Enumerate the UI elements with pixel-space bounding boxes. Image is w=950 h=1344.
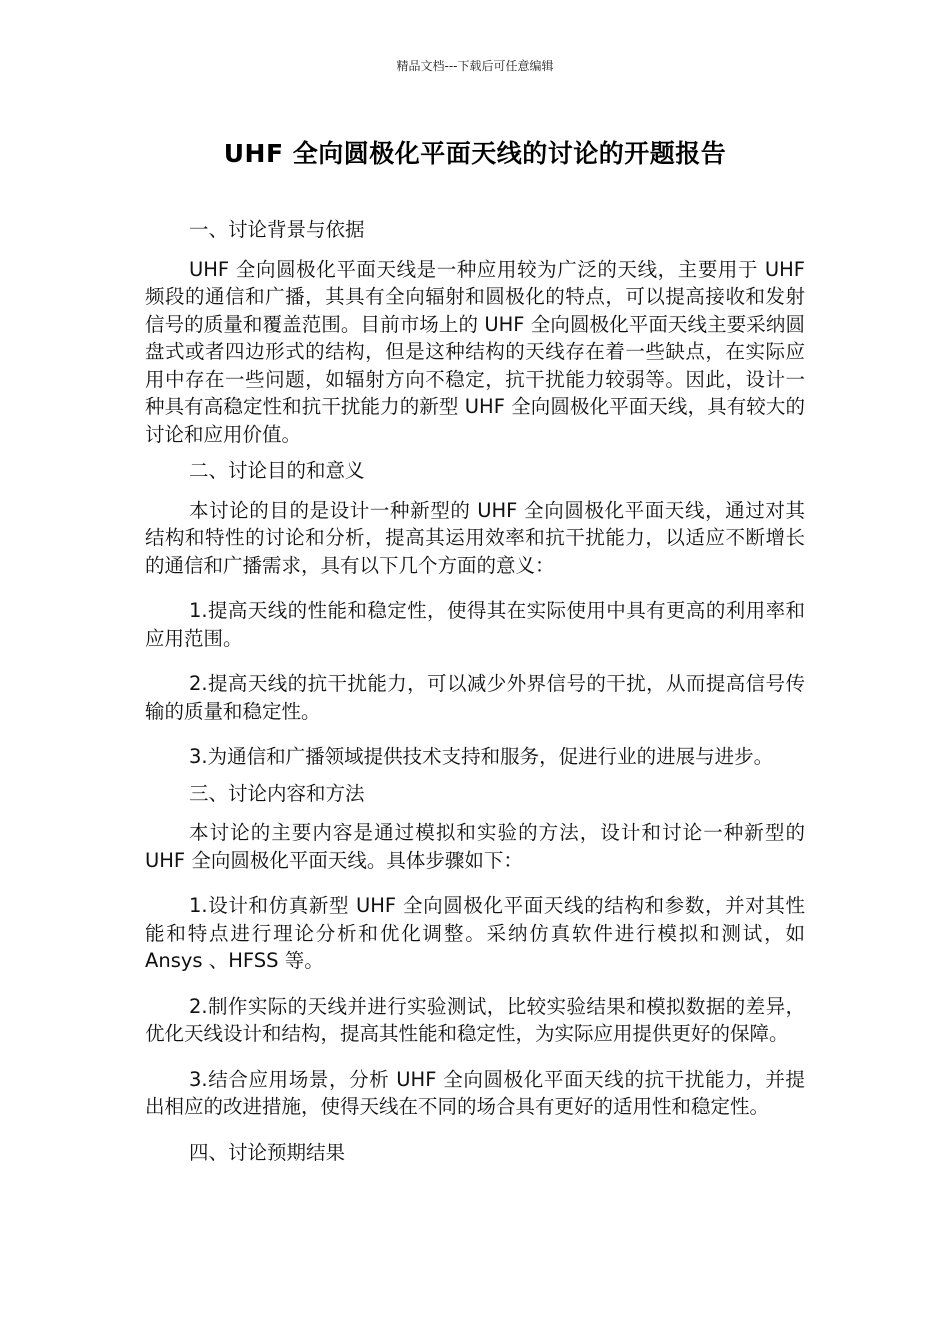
header-note: 精品文档---下载后可任意编辑 [396, 59, 554, 73]
section-2-item-2: 2.提高天线的抗干扰能力，可以减少外界信号的干扰，从而提高信号传输的质量和稳定性。 [145, 672, 805, 723]
document-title: UHF 全向圆极化平面天线的讨论的开题报告 [223, 139, 727, 168]
section-3-item-2: 2.制作实际的天线并进行实验测试，比较实验结果和模拟数据的差异，优化天线设计和结构，提高其性能和稳定性，为实际应用提供更好的保障。 [145, 994, 805, 1045]
section-3-item-1: 1.设计和仿真新型 UHF 全向圆极化平面天线的结构和参数，并对其性能和特点进行理论分析和优化调整。采纳仿真软件进行模拟和测试，如 Ansys 、HFSS 等。 [145, 894, 805, 972]
section-1-paragraph: UHF 全向圆极化平面天线是一种应用较为广泛的天线，主要用于 UHF 频段的通信和广播，其具有全向辐射和圆极化的特点，可以提高接收和发射信号的质量和覆盖范围。目前市场上的 UHF 全向圆极化平面天线主要采纳圆盘式或者四边形式的结构，但是这种结构的天线存在着一些缺点，在实际应用中存在一些问题，如辐射方向不稳定，抗干扰能力较弱等。因此，设计一种具有高稳定性和抗干扰能力的新型 UHF 全向圆极化平面天线，具有较大的讨论和应用价值。 [145, 257, 805, 446]
section-heading-4: 四、讨论预期结果 [189, 1140, 346, 1164]
section-2-item-1: 1.提高天线的性能和稳定性，使得其在实际使用中具有更高的利用率和应用范围。 [145, 599, 805, 650]
document-body [145, 216, 805, 1178]
section-heading-1: 一、讨论背景与依据 [189, 218, 365, 241]
section-3-paragraph: 本讨论的主要内容是通过模拟和实验的方法，设计和讨论一种新型的 UHF 全向圆极化平面天线。具体步骤如下： [145, 821, 805, 872]
section-heading-3: 三、讨论内容和方法 [189, 781, 365, 805]
section-2-item-3: 3.为通信和广播领域提供技术支持和服务，促进行业的进展与进步。 [189, 745, 774, 768]
section-heading-2: 二、讨论目的和意义 [189, 459, 365, 482]
section-2-paragraph: 本讨论的目的是设计一种新型的 UHF 全向圆极化平面天线，通过对其结构和特性的讨论和分析，提高其运用效率和抗干扰能力，以适应不断增长的通信和广播需求，具有以下几个方面的意义： [145, 498, 805, 577]
section-3-item-3: 3.结合应用场景，分析 UHF 全向圆极化平面天线的抗干扰能力，并提出相应的改进措施，使得天线在不同的场合具有更好的适用性和稳定性。 [145, 1067, 805, 1118]
